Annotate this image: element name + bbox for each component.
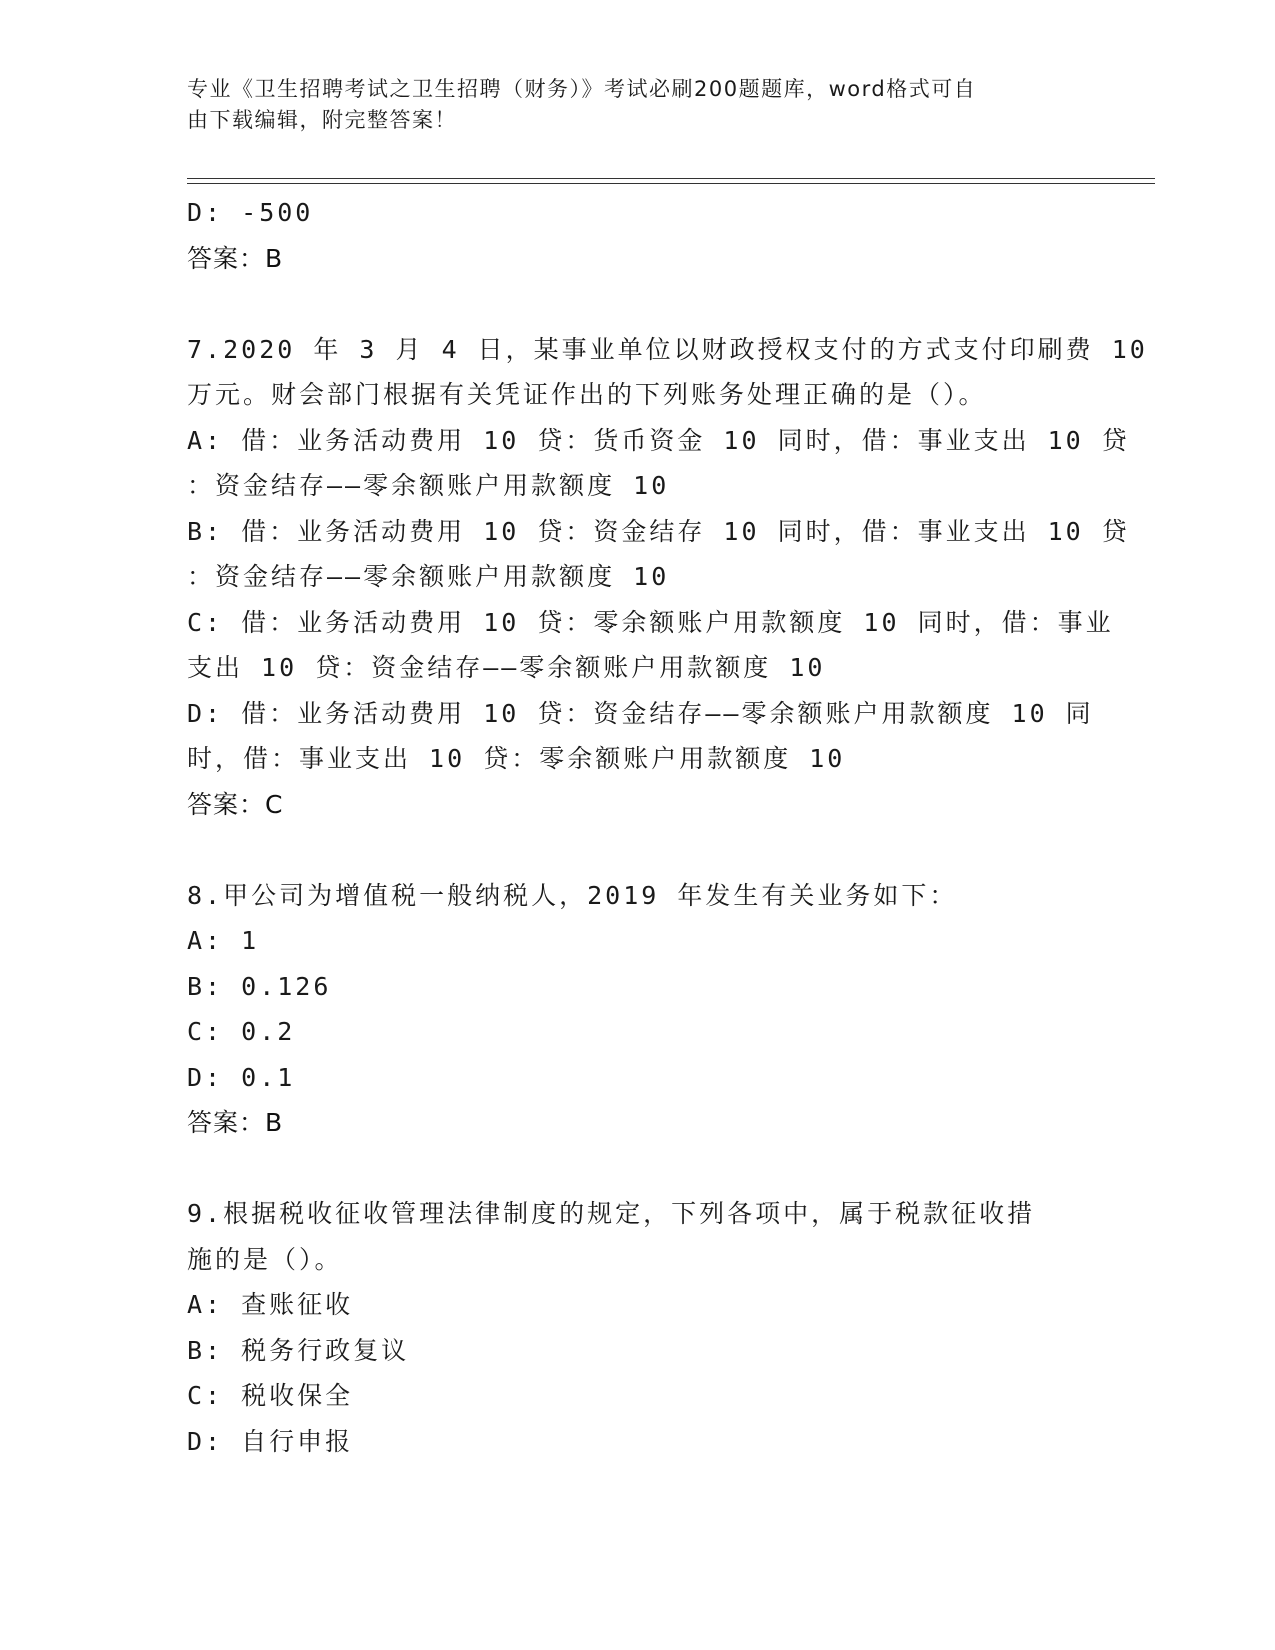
option-a: A: 1 [187,926,260,955]
previous-question-tail [187,190,1087,281]
question-stem: 9.根据税收征收管理法律制度的规定，下列各项中，属于税款征收措 [187,1199,1036,1228]
option-d: D: 自行申报 [187,1426,354,1456]
option-d: D: 0.1 [187,1062,296,1092]
question-9 [187,1191,1087,1464]
spacer [187,281,1087,327]
option-c: 支出 10 贷：资金结存——零余额账户用款额度 10 [187,653,826,682]
page-header [187,74,1087,136]
option-c: C: 借：业务活动费用 10 贷：零余额账户用款额度 10 同时，借：事业 [187,607,1114,637]
answer: 答案：B [187,1108,284,1137]
option-b: B: 0.126 [187,971,332,1001]
option-c: C: 0.2 [187,1017,296,1046]
question-stem: 万元。财会部门根据有关凭证作出的下列账务处理正确的是（）。 [187,380,987,409]
spacer [187,827,1087,873]
header-rule-bottom [187,183,1155,184]
option-d: D: -500 [187,198,314,227]
option-b: B: 税务行政复议 [187,1335,410,1365]
option-a: A: 借：业务活动费用 10 贷：货币资金 10 同时，借：事业支出 10 贷 [187,425,1130,455]
option-d: D: 借：业务活动费用 10 贷：资金结存——零余额账户用款额度 10 同 [187,698,1094,728]
option-d: 时，借：事业支出 10 贷：零余额账户用款额度 10 [187,744,846,773]
option-a: A: 查账征收 [187,1290,354,1319]
question-8 [187,873,1087,1146]
document-body [187,190,1148,1464]
question-stem: 8.甲公司为增值税一般纳税人，2019 年发生有关业务如下： [187,880,958,910]
question-7 [187,327,1148,828]
header-line-2: 由下载编辑，附完整答案！ [187,108,457,132]
option-c: C: 税收保全 [187,1381,354,1410]
question-stem: 施的是（）。 [187,1244,343,1274]
answer: 答案：B [187,243,284,273]
header-rule-top [187,178,1155,179]
option-a: ：资金结存——零余额账户用款额度 10 [187,471,670,500]
header-line-1: 专业《卫生招聘考试之卫生招聘（财务）》考试必刷200题题库，word格式可自 [187,77,977,101]
option-b: ：资金结存——零余额账户用款额度 10 [187,562,670,591]
spacer [187,1146,1087,1192]
answer: 答案：C [187,789,284,819]
question-stem: 7.2020 年 3 月 4 日，某事业单位以财政授权支付的方式支付印刷费 10 [187,334,1148,364]
option-b: B: 借：业务活动费用 10 贷：资金结存 10 同时，借：事业支出 10 贷 [187,516,1130,546]
